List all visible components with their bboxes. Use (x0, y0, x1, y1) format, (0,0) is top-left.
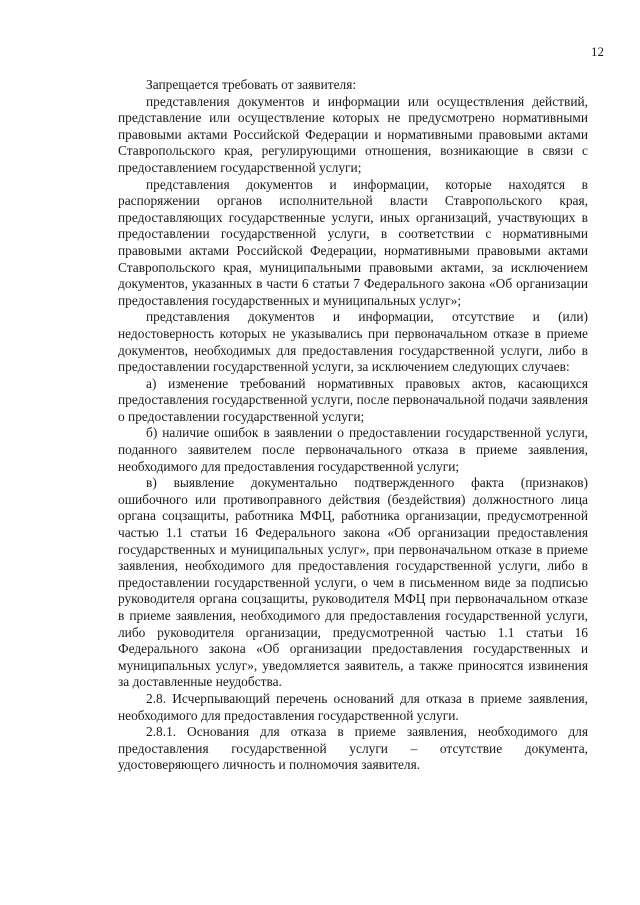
paragraph-documents-held-by-authorities: представления документов и информации, которые находятся в распоряжении органов исполнительной власти Ставропольского края, предоставляющих государственные услуги, иных организаций, участвующих в предоставлении государственной услуги, в соответствии с нормативными правовыми актами Российской Федерации, нормативными правовыми актами Ставропольского края, муниципальными правовыми актами, за исключением документов, указанных в части 6 статьи 7 Федерального закона «Об организации предоставления государственных и муниципальных услуг»; (118, 176, 588, 308)
paragraph-actions-not-required: представления документов и информации или осуществления действий, представление или осуществление которых не предусмотрено нормативными правовыми актами Российской Федерации и нормативными правовыми актами Ставропольского края, регулирующими отношения, возникающие в связи с предоставлением государственной услуги; (118, 93, 588, 175)
paragraph-documents-not-indicated: представления документов и информации, отсутствие и (или) недостоверность которых не указывались при первоначальном отказе в приеме документов, необходимых для предоставления государственной услуги, либо в предоставлении государственной услуги, за исключением следующих случаев: (118, 309, 588, 375)
paragraph-section-2-8: 2.8. Исчерпывающий перечень оснований для отказа в приеме заявления, необходимого для предоставления государственной услуги. (118, 690, 588, 723)
page-number: 12 (591, 44, 604, 59)
paragraph-case-a: а) изменение требований нормативных правовых актов, касающихся предоставления государственной услуги, после первоначальной подачи заявления о предоставлении государственной услуги; (118, 375, 588, 424)
paragraph-section-2-8-1: 2.8.1. Основания для отказа в приеме заявления, необходимого для предоставления государственной услуги – отсутствие документа, удостоверяющего личность и полномочия заявителя. (118, 724, 588, 773)
document-body (118, 77, 588, 774)
paragraph-case-b: б) наличие ошибок в заявлении о предоставлении государственной услуги, поданного заявителем после первоначального отказа в приеме заявления, необходимого для предоставления государственной услуги; (118, 425, 588, 474)
paragraph-prohibition-intro: Запрещается требовать от заявителя: (146, 77, 357, 92)
paragraph-case-c: в) выявление документально подтвержденного факта (признаков) ошибочного или противоправного действия (бездействия) должностного лица органа соцзащиты, работника МФЦ, работника организации, предусмотренной частью 1.1 статьи 16 Федерального закона «Об организации предоставления государственных и муниципальных услуг», при первоначальном отказе в приеме заявления, необходимого для предоставления государственной услуги, либо в предоставлении государственной услуги, о чем в письменном виде за подписью руководителя органа соцзащиты, руководителя МФЦ при первоначальном отказе в приеме заявления, необходимого для предоставления государственной услуги, либо руководителя организации, предусмотренной частью 1.1 статьи 16 Федерального закона «Об организации предоставления государственных и муниципальных услуг», уведомляется заявитель, а также приносятся извинения за доставленные неудобства. (118, 475, 588, 690)
